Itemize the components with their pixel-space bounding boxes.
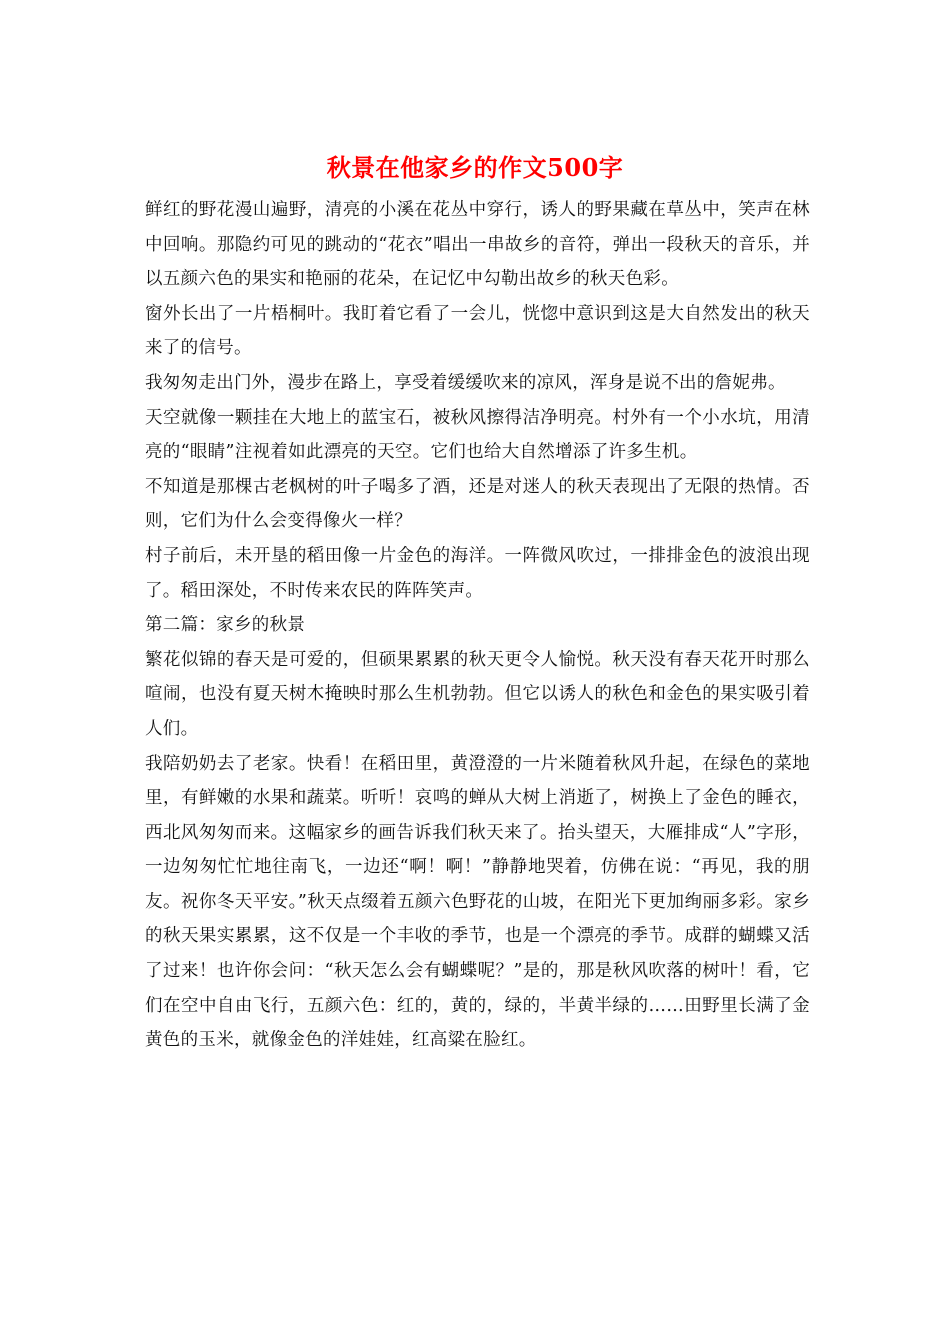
document-title: 秋景在他家乡的作文500字 — [326, 153, 624, 182]
paragraph-7: 繁花似锦的春天是可爱的，但硕果累累的秋天更令人愉悦。秋天没有春天花开时那么喧闹，也没有夏天树木掩映时那么生机勃勃。但它以诱人的秋色和金色的果实吸引着人们。 — [145, 649, 810, 739]
paragraph-6: 村子前后，未开垦的稻田像一片金色的海洋。一阵微风吹过，一排排金色的波浪出现了。稻田深处，不时传来农民的阵阵笑声。 — [145, 545, 810, 601]
paragraph-3: 我匆匆走出门外，漫步在路上，享受着缓缓吹来的凉风，浑身是说不出的詹妮弗。 — [145, 372, 786, 393]
paragraph-1: 鲜红的野花漫山遍野，清亮的小溪在花丛中穿行，诱人的野果藏在草丛中，笑声在林中回响。那隐约可见的跳动的“花衣”唱出一串故乡的音符，弹出一段秋天的音乐，并以五颜六色的果实和艳丽的花朵，在记忆中勾勒出故乡的秋天色彩。 — [145, 200, 810, 290]
paragraph-4: 天空就像一颗挂在大地上的蓝宝石，被秋风擦得洁净明亮。村外有一个小水坑，用清亮的“眼睛”注视着如此漂亮的天空。它们也给大自然增添了许多生机。 — [145, 407, 810, 463]
document-body — [145, 193, 810, 1058]
paragraph-2: 窗外长出了一片梧桐叶。我盯着它看了一会儿，恍惚中意识到这是大自然发出的秋天来了的信号。 — [145, 303, 810, 359]
paragraph-5: 不知道是那棵古老枫树的叶子喝多了酒，还是对迷人的秋天表现出了无限的热情。否则，它们为什么会变得像火一样？ — [145, 476, 810, 532]
section-heading: 第二篇：家乡的秋景 — [145, 615, 306, 636]
paragraph-8: 我陪奶奶去了老家。快看！在稻田里，黄澄澄的一片米随着秋风升起，在绿色的菜地里，有鲜嫩的水果和蔬菜。听听！哀鸣的蝉从大树上消逝了，树换上了金色的睡衣，西北风匆匆而来。这幅家乡的画告诉我们秋天来了。抬头望天，大雁排成“人”字形，一边匆匆忙忙地往南飞，一边还“啊！啊！”静静地哭着，仿佛在说：“再见，我的朋友。祝你冬天平安。”秋天点缀着五颜六色野花的山坡，在阳光下更加绚丽多彩。家乡的秋天果实累累，这不仅是一个丰收的季节，也是一个漂亮的季节。成群的蝴蝶又活了过来！也许你会问：“秋天怎么会有蝴蝶呢？”是的，那是秋风吹落的树叶！看，它们在空中自由飞行，五颜六色：红的，黄的，绿的，半黄半绿的……田野里长满了金黄色的玉米，就像金色的洋娃娃，红高粱在脸红。 — [145, 753, 810, 1051]
